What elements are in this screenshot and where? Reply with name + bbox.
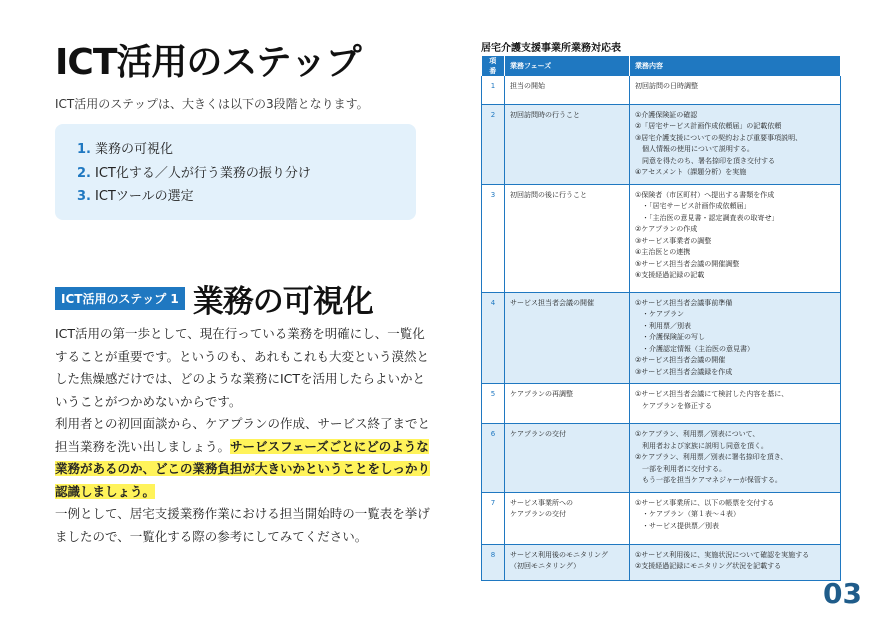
row-phase [505,292,630,384]
row-details [630,184,841,292]
intro-text: ICT活用のステップは、大きくは以下の3段階となります。 [55,97,369,111]
header-phase: 業務フェーズ [505,56,630,76]
highlight: 認識しましょう。 [55,483,156,499]
table-row [482,184,841,292]
step-item: 1. 業務の可視化 [77,142,173,157]
detail-line: ・ケアプラン（第１表～４表） [635,510,740,518]
detail-line: 初回訪問の日時調整 [635,82,698,90]
row-phase [505,104,630,184]
detail-line: ②ケアプランの作成 [635,225,698,233]
detail-line: 個人情報の使用について説明する。 [635,145,754,153]
detail-line: 利用者および家族に説明し同意を頂く。 [635,441,768,450]
detail-line: ②ケアプラン、利用票／別表に署名捺印を頂き、 [635,453,788,461]
highlight: サービスフェーズごとにどのような [230,438,429,454]
table-row [482,104,841,184]
row-phase [505,76,630,104]
detail-line: もう一部を担当ケアマネジャーが保管する。 [635,476,782,484]
header-no: 項番 [482,56,505,76]
header-detail: 業務内容 [630,56,841,76]
row-phase [505,184,630,292]
body-line: 担当業務を洗い出しましょう。サービスフェーズごとにどのような [55,438,429,454]
row-details [630,424,841,493]
table-row [482,544,841,580]
table-row [482,384,841,424]
detail-line: ③サービス事業者の調整 [635,236,712,245]
phase-line: ケアプランの再調整 [510,390,573,398]
steps-box [55,124,416,220]
detail-line: ①サービス担当者会議にて検討した内容を基に、 [635,390,789,398]
detail-line: ・介護認定情報（主治医の意見書） [635,344,754,353]
phase-line: （初回モニタリング） [510,562,581,570]
row-number: 3 [482,184,505,292]
phase-line: 担当の開始 [510,82,545,90]
body-line: ICT活用の第一歩として、現在行っている業務を明確にし、一覧化 [55,326,425,341]
body-line: いうことがつかめないからです。 [55,393,242,409]
body-line: した焦燥感だけでは、どのような業務にICTを活用したらよいかと [55,371,426,386]
row-details [630,292,841,384]
detail-line: ・利用票／別表 [635,321,691,330]
detail-line: ・介護保険証の写し [635,333,705,341]
detail-line: ①介護保険証の確認 [635,110,698,119]
highlight: 業務があるのか、どこの業務負担が大きいかということをしっかり [55,461,431,476]
table-row [482,424,841,493]
page-title: ICT活用のステップ [55,42,361,83]
phase-line: 初回訪問時の行うこと [510,110,580,119]
detail-line: 同意を得たのち、署名捺印を頂き交付する [635,156,775,165]
detail-line: ②支援経過記録にモニタリング状況を記載する [635,562,782,570]
row-phase [505,424,630,493]
row-details [630,76,841,104]
detail-line: 一部を利用者に交付する。 [635,464,726,473]
detail-line: ・サービス提供票／別表 [635,521,719,530]
row-details [630,104,841,184]
detail-line: ④主治医との連携 [635,248,691,256]
step-badge: ICT活用のステップ 1 [55,287,185,310]
detail-line: ①サービス利用後に、実施状況について確認を実施する [635,550,810,559]
body-line: 一例として、居宅支援業務作業における担当開始時の一覧表を挙げ [55,506,430,521]
table-caption: 居宅介護支援事業所業務対応表 [481,43,621,54]
body-line: ましたので、一覧化する際の参考にしてみてください。 [55,528,368,544]
detail-line: ③サービス担当者会議録を作成 [635,367,733,376]
page-number: 03 [823,577,862,610]
row-number: 4 [482,292,505,384]
row-phase [505,492,630,544]
detail-line: ・「居宅サービス計画作成依頼届」 [635,202,751,210]
row-details [630,492,841,544]
detail-line: ③居宅介護支援についての契約および重要事項説明、 [635,133,803,142]
body-line [55,458,431,481]
body-line: 利用者との初回面談から、ケアプランの作成、サービス終了までと [55,416,431,431]
row-number: 5 [482,384,505,424]
detail-line: ④アセスメント（課題分析）を実施 [635,168,747,176]
row-number: 2 [482,104,505,184]
row-details [630,384,841,424]
table-header-row [482,56,841,76]
phase-line: サービス担当者会議の開催 [510,298,594,307]
row-details [630,544,841,580]
detail-line: ②「居宅サービス計画作成依頼届」の記載依頼 [635,122,782,130]
phase-line: ケアプランの交付 [510,430,566,438]
detail-line: ⑥支援経過記録の記載 [635,271,705,279]
phase-line: ケアプランの交付 [510,510,566,518]
detail-line: ・ケアプラン [635,310,684,318]
detail-line: ⑤サービス担当者会議の開催調整 [635,259,740,268]
detail-line: ②サービス担当者会議の開催 [635,356,726,364]
step-item: 2. ICT化する／人が行う業務の振り分け [77,165,311,181]
row-number: 8 [482,544,505,580]
phase-line: サービス事業所への [510,498,573,507]
step-title: 業務の可視化 [192,284,373,320]
row-number: 1 [482,76,505,104]
phase-line: 初回訪問の後に行うこと [510,190,587,199]
table-row [482,76,841,104]
row-phase [505,384,630,424]
step-heading [55,276,373,321]
detail-line: ケアプランを修正する [635,401,712,410]
table-row [482,492,841,544]
body-text [55,323,431,548]
detail-line: ①ケアプラン、利用票／別表について、 [635,430,760,438]
detail-line: ・「主治医の意見書・認定調査表の取寄せ」 [635,213,779,222]
row-number: 7 [482,492,505,544]
detail-line: ①サービス担当者会議事前準備 [635,298,733,307]
detail-line: ①サービス事業所に、以下の帳票を交付する [635,498,775,507]
phase-line: サービス利用後のモニタリング [510,550,608,559]
step-item: 3. ICTツールの選定 [77,189,194,204]
table-row [482,292,841,384]
duties-table [481,56,841,581]
body-line [55,481,427,504]
row-phase [505,544,630,580]
detail-line: ①保険者（市区町村）へ提出する書類を作成 [635,190,775,199]
row-number: 6 [482,424,505,493]
body-line: することが重要です。というのも、あれもこれも大変という漠然と [55,348,430,364]
